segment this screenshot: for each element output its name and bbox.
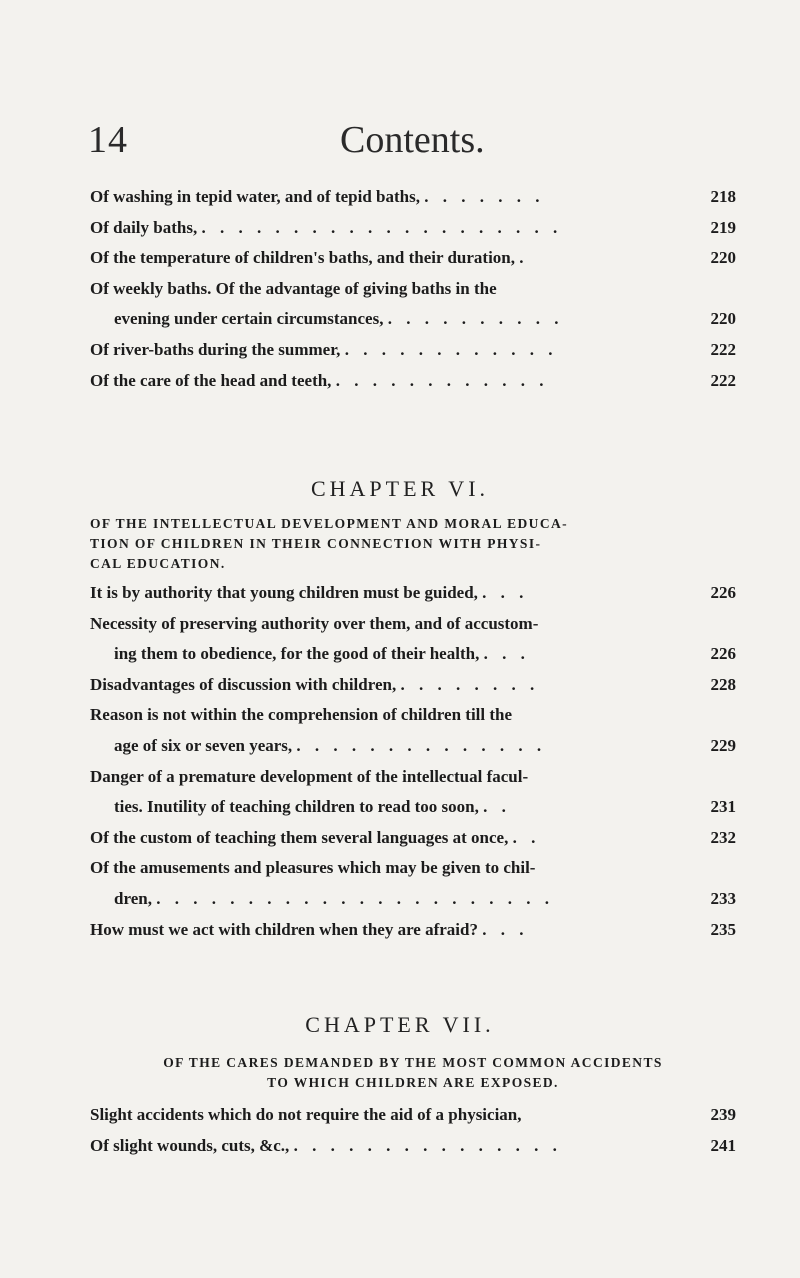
toc-page-number: 220 (710, 309, 736, 329)
toc-leader-dots: . . . . . . . . . . . . (344, 339, 558, 359)
page-header (88, 118, 728, 168)
toc-entry-text: ing them to obedience, for the good of their health, (114, 644, 480, 664)
toc-entry-line (90, 762, 736, 793)
toc-entry-line (90, 1100, 736, 1131)
toc-leader-dots: . . (512, 827, 541, 847)
toc-entry-line (90, 213, 736, 244)
chapter-subtitle-line: OF THE INTELLECTUAL DEVELOPMENT AND MORAL EDUCA- (90, 516, 569, 531)
chapter-subtitle-line: TO WHICH CHILDREN ARE EXPOSED. (267, 1075, 559, 1090)
toc-entry-text: Of the custom of teaching them several languages at once, (90, 827, 509, 847)
toc-page-number: 228 (710, 674, 736, 694)
toc-entry-line (90, 823, 736, 854)
chapter-vi-entries (90, 578, 736, 945)
toc-page-number: 222 (710, 339, 736, 359)
chapter-subtitle-line: OF THE CARES DEMANDED BY THE MOST COMMON ACCIDENTS (163, 1055, 663, 1070)
toc-page-number: 219 (710, 217, 736, 237)
toc-leader-dots: . . . . . . . . . . . . (335, 370, 549, 390)
section-v-entries (90, 182, 736, 396)
toc-entry-line (90, 639, 736, 670)
toc-page-number: 241 (710, 1135, 736, 1155)
toc-entry-text: It is by authority that young children must be guided, (90, 583, 478, 602)
toc-page-number: 220 (710, 248, 736, 268)
toc-entry-line (90, 182, 736, 213)
toc-page-number: 218 (710, 187, 736, 206)
toc-entry-line (90, 670, 736, 701)
toc-leader-dots: . . . (482, 583, 529, 602)
toc-leader-dots: . . . . . . . . . . (387, 309, 564, 329)
toc-page-number: 226 (710, 583, 736, 602)
toc-leader-dots: . . . . . . . . . . . . . . . (293, 1135, 562, 1155)
toc-entry-text: Slight accidents which do not require the aid of a physician, (90, 1105, 522, 1124)
toc-entry-text: ties. Inutility of teaching children to read too soon, (114, 797, 479, 817)
toc-leader-dots: . . . (483, 644, 530, 664)
toc-entry-line (90, 609, 736, 640)
toc-entry-line (90, 366, 736, 397)
toc-page-number: 239 (710, 1105, 736, 1124)
toc-entry-line (90, 853, 736, 884)
toc-entry-text: Disadvantages of discussion with children, (90, 674, 397, 694)
toc-page-number: 231 (710, 797, 736, 817)
toc-page-number: 222 (710, 370, 736, 390)
chapter-vii-subtitle (90, 1053, 736, 1093)
chapter-vi-subtitle (90, 514, 736, 574)
toc-entry-line (90, 915, 736, 946)
toc-entry-text: Of slight wounds, cuts, &c., (90, 1135, 290, 1155)
toc-leader-dots: . . . . . . . . . . . . . . (296, 735, 547, 755)
toc-entry-line (90, 578, 736, 609)
chapter-subtitle-line: CAL EDUCATION. (90, 556, 226, 571)
toc-entry-text: Of the amusements and pleasures which may be given to chil- (90, 858, 536, 878)
toc-entry-line (90, 731, 736, 762)
page-number: 14 (88, 119, 128, 161)
toc-entry-line (90, 335, 736, 366)
toc-entry-line (90, 304, 736, 335)
toc-entry-text: Reason is not within the comprehension of children till the (90, 705, 513, 725)
toc-page-number: 235 (710, 919, 736, 939)
toc-leader-dots: . . . . . . . (424, 187, 545, 206)
toc-leader-dots: . . . . . . . . . . . . . . . . . . . . . . (156, 888, 554, 908)
toc-entry-line (90, 243, 736, 274)
toc-leader-dots: . . . (482, 919, 529, 939)
toc-entry-text: evening under certain circumstances, (114, 309, 384, 329)
toc-entry-text: Of weekly baths. Of the advantage of giving baths in the (90, 278, 497, 298)
toc-page-number: 232 (710, 827, 736, 847)
chapter-vii-entries (90, 1100, 736, 1161)
toc-leader-dots: . . . . . . . . . . . . . . . . . . . . (201, 217, 563, 237)
toc-entry-line (90, 1131, 736, 1162)
toc-entry-text: Of river-baths during the summer, (90, 339, 341, 359)
toc-entry-line (90, 700, 736, 731)
toc-page-number: 226 (710, 644, 736, 664)
toc-entry-text: Of washing in tepid water, and of tepid baths, (90, 187, 420, 206)
running-head-title: Contents. (340, 119, 485, 161)
toc-leader-dots: . (519, 248, 529, 268)
toc-entry-text: Of the care of the head and teeth, (90, 370, 332, 390)
toc-page-number: 233 (710, 888, 736, 908)
toc-entry-text: How must we act with children when they are afraid? (90, 919, 478, 939)
toc-entry-text: Of daily baths, (90, 217, 198, 237)
toc-leader-dots: . . . . . . . . (400, 674, 540, 694)
toc-entry-line (90, 792, 736, 823)
chapter-vi-title: CHAPTER VI. (310, 476, 490, 501)
chapter-vii-title: CHAPTER VII. (305, 1012, 495, 1037)
toc-page-number: 229 (710, 735, 736, 755)
chapter-subtitle-line: TION OF CHILDREN IN THEIR CONNECTION WITH PHYSI- (90, 536, 542, 551)
toc-entry-text: Danger of a premature development of the intellectual facul- (90, 766, 529, 786)
toc-entry-line (90, 884, 736, 915)
toc-entry-line (90, 274, 736, 305)
toc-leader-dots: . . (483, 797, 511, 817)
toc-entry-text: Of the temperature of children's baths, and their duration, (90, 248, 516, 268)
toc-entry-text: age of six or seven years, (114, 735, 293, 755)
toc-entry-text: Necessity of preserving authority over them, and of accustom- (90, 613, 539, 633)
toc-entry-text: dren, (114, 888, 152, 908)
